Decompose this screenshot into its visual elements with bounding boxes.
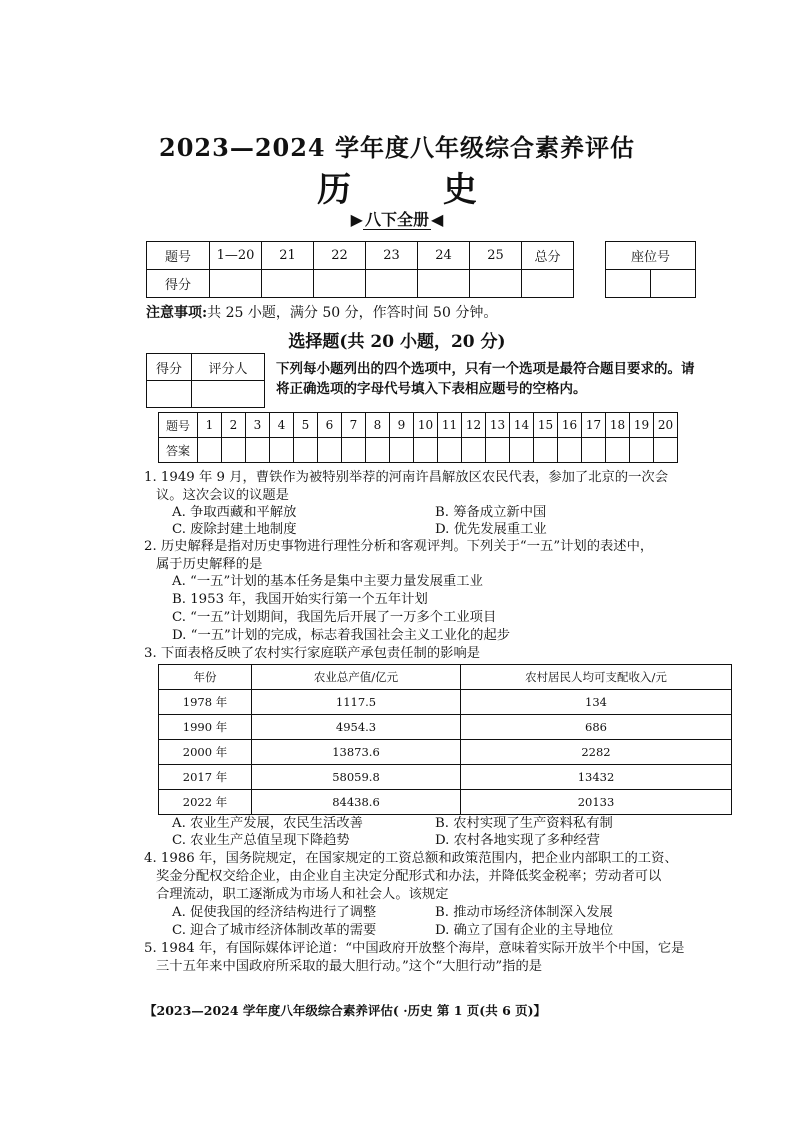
score-table [146,241,574,298]
answer-table [158,412,678,463]
answer-number: 8 [366,413,390,438]
option-d[interactable]: D. “一五”计划的完成，标志着我国社会主义工业化的起步 [172,628,511,643]
table-cell: 13432 [461,765,732,790]
page-footer: 【2023—2024 学年度八年级综合素养评估( ·历史 第 1 页(共 6 页)】 [144,1003,547,1018]
answer-number: 1 [198,413,222,438]
option-b[interactable]: B. 农村实现了生产资料私有制 [435,816,613,831]
table-row [159,715,732,740]
score-row-label: 得分 [147,270,210,298]
score-table-cell: 总分 [522,242,574,270]
notice [146,302,497,322]
table-cell: 2022 年 [159,790,252,815]
answer-number: 15 [534,413,558,438]
triangle-left-icon: ◀ [431,210,444,229]
notice-text: 共 25 小题，满分 50 分，作答时间 50 分钟。 [207,305,498,321]
grader-name-label: 评分人 [192,354,265,381]
table-header: 年份 [159,665,252,690]
answer-number-row [159,413,678,438]
score-input-cell[interactable] [366,270,418,298]
answer-number: 3 [246,413,270,438]
option-b[interactable]: B. 推动市场经济体制深入发展 [435,905,613,920]
option-c[interactable]: C. 迎合了城市经济体制改革的需要 [172,923,377,938]
score-table-cell: 1—20 [210,242,262,270]
option-d[interactable]: D. 确立了国有企业的主导地位 [435,923,614,938]
table-row [159,790,732,815]
answer-number: 9 [390,413,414,438]
question-4 [144,850,704,904]
answer-cell[interactable] [270,438,294,463]
exam-subject: 历 史 [317,170,517,210]
exam-scope [0,207,794,230]
table-cell: 2282 [461,740,732,765]
answer-number: 2 [222,413,246,438]
score-table-cell: 22 [314,242,366,270]
option-d[interactable]: D. 农村各地实现了多种经营 [435,833,600,848]
seat-input-cell[interactable] [606,270,651,298]
score-input-cell[interactable] [470,270,522,298]
score-table-cell: 23 [366,242,418,270]
table-cell: 686 [461,715,732,740]
table-cell: 2017 年 [159,765,252,790]
option-b[interactable]: B. 筹备成立新中国 [435,505,547,520]
table-cell: 1990 年 [159,715,252,740]
triangle-right-icon: ▶ [350,210,363,229]
answer-number: 14 [510,413,534,438]
question-stem: 3. 下面表格反映了农村实行家庭联产承包责任制的影响是 [144,646,481,661]
table-row [159,740,732,765]
question-stem: 1. 1949 年 9 月，曹铁作为被特别举荐的河南许昌解放区农民代表，参加了北京的一次会 [144,470,668,485]
question-stem: 5. 1984 年，有国际媒体评论道：“中国政府开放整个海岸，意味着实际开放半个中国，它是 [144,941,685,956]
exam-title: 2023—2024 学年度八年级综合素养评估 [159,133,635,162]
answer-number: 19 [630,413,654,438]
table-header: 农业总产值/亿元 [252,665,461,690]
table-header-row [159,665,732,690]
section-title: 选择题(共 20 小题，20 分) [288,332,506,352]
option-c[interactable]: C. 农业生产总值呈现下降趋势 [172,833,350,848]
answer-cell[interactable] [342,438,366,463]
option-b[interactable]: B. 1953 年，我国开始实行第一个五年计划 [172,592,428,607]
answer-input-row [159,438,678,463]
table-cell: 58059.8 [252,765,461,790]
table-row [159,690,732,715]
answer-cell[interactable] [438,438,462,463]
answer-cell[interactable] [558,438,582,463]
score-input-cell[interactable] [210,270,262,298]
answer-number: 20 [654,413,678,438]
question-stem: 三十五年来中国政府所采取的最大胆行动。”这个“大胆行动”指的是 [156,959,543,974]
question-1 [144,469,704,505]
option-d[interactable]: D. 优先发展重工业 [435,522,547,537]
table-cell: 134 [461,690,732,715]
answer-cell[interactable] [294,438,318,463]
scope-label: 八下全册 [364,210,429,229]
table-cell: 1117.5 [252,690,461,715]
table-cell: 4954.3 [252,715,461,740]
grader-name-cell[interactable] [192,381,265,408]
answer-number: 17 [582,413,606,438]
table-cell: 2000 年 [159,740,252,765]
table-cell: 84438.6 [252,790,461,815]
option-c[interactable]: C. 废除封建土地制度 [172,522,297,537]
question-stem: 4. 1986 年，国务院规定，在国家规定的工资总额和政策范围内，把企业内部职工的工资、 [144,851,678,866]
answer-cell[interactable] [246,438,270,463]
answer-number: 4 [270,413,294,438]
question-5 [144,940,704,976]
answer-number: 7 [342,413,366,438]
instruction: 下列每小题列出的四个选项中，只有一个选项是最符合题目要求的。请将正确选项的字母代号填入下表相应题号的空格内。 [276,361,695,397]
answer-number: 10 [414,413,438,438]
answer-cell[interactable] [486,438,510,463]
answer-number: 12 [462,413,486,438]
answer-cell[interactable] [534,438,558,463]
answer-cell[interactable] [366,438,390,463]
answer-cell[interactable] [582,438,606,463]
answer-number: 18 [606,413,630,438]
question-2 [144,538,704,574]
question-stem: 2. 历史解释是指对历史事物进行理性分析和客观评判。下列关于“一五”计划的表述中， [144,539,654,554]
answer-number: 16 [558,413,582,438]
score-table-score-row [147,270,574,298]
option-a[interactable]: A. 促使我国的经济结构进行了调整 [172,905,377,920]
answer-row-label: 题号 [159,413,198,438]
option-a[interactable]: A. “一五”计划的基本任务是集中主要力量发展重工业 [172,574,483,589]
table-header: 农村居民人均可支配收入/元 [461,665,732,690]
answer-row-label: 答案 [159,438,198,463]
question-stem: 属于历史解释的是 [156,557,263,572]
answer-cell[interactable] [390,438,414,463]
seat-label: 座位号 [606,242,696,270]
option-a[interactable]: A. 农业生产发展，农民生活改善 [172,816,363,831]
answer-number: 5 [294,413,318,438]
answer-cell[interactable] [462,438,486,463]
answer-number: 11 [438,413,462,438]
table-cell: 1978 年 [159,690,252,715]
question-stem: 议。这次会议的议题是 [156,488,289,503]
grader-score-label: 得分 [147,354,192,381]
score-table-cell: 24 [418,242,470,270]
score-table-header-row [147,242,574,270]
question-stem: 奖金分配权交给企业，由企业自主决定分配形式和办法，并降低奖金税率；劳动者可以 [156,869,662,884]
seat-input-cell[interactable] [651,270,696,298]
answer-cell[interactable] [198,438,222,463]
answer-cell[interactable] [414,438,438,463]
question-3 [144,645,704,663]
option-a[interactable]: A. 争取西藏和平解放 [172,505,297,520]
question-3-table [158,664,732,815]
score-input-cell[interactable] [418,270,470,298]
notice-label: 注意事项: [146,305,208,321]
answer-number: 13 [486,413,510,438]
answer-cell[interactable] [318,438,342,463]
score-table-cell: 21 [262,242,314,270]
seat-table [605,241,696,298]
score-table-cell: 25 [470,242,522,270]
question-stem: 合理流动，职工逐渐成为市场人和社会人。该规定 [156,887,449,902]
score-input-cell[interactable] [522,270,574,298]
answer-cell[interactable] [222,438,246,463]
option-c[interactable]: C. “一五”计划期间，我国先后开展了一万多个工业项目 [172,610,497,625]
score-input-cell[interactable] [262,270,314,298]
table-cell: 20133 [461,790,732,815]
table-cell: 13873.6 [252,740,461,765]
grader-table [146,353,265,408]
table-row [159,765,732,790]
answer-cell[interactable] [606,438,630,463]
score-table-cell: 题号 [147,242,210,270]
answer-cell[interactable] [510,438,534,463]
score-input-cell[interactable] [314,270,366,298]
answer-cell[interactable] [654,438,678,463]
grader-score-cell[interactable] [147,381,192,408]
answer-cell[interactable] [630,438,654,463]
answer-number: 6 [318,413,342,438]
